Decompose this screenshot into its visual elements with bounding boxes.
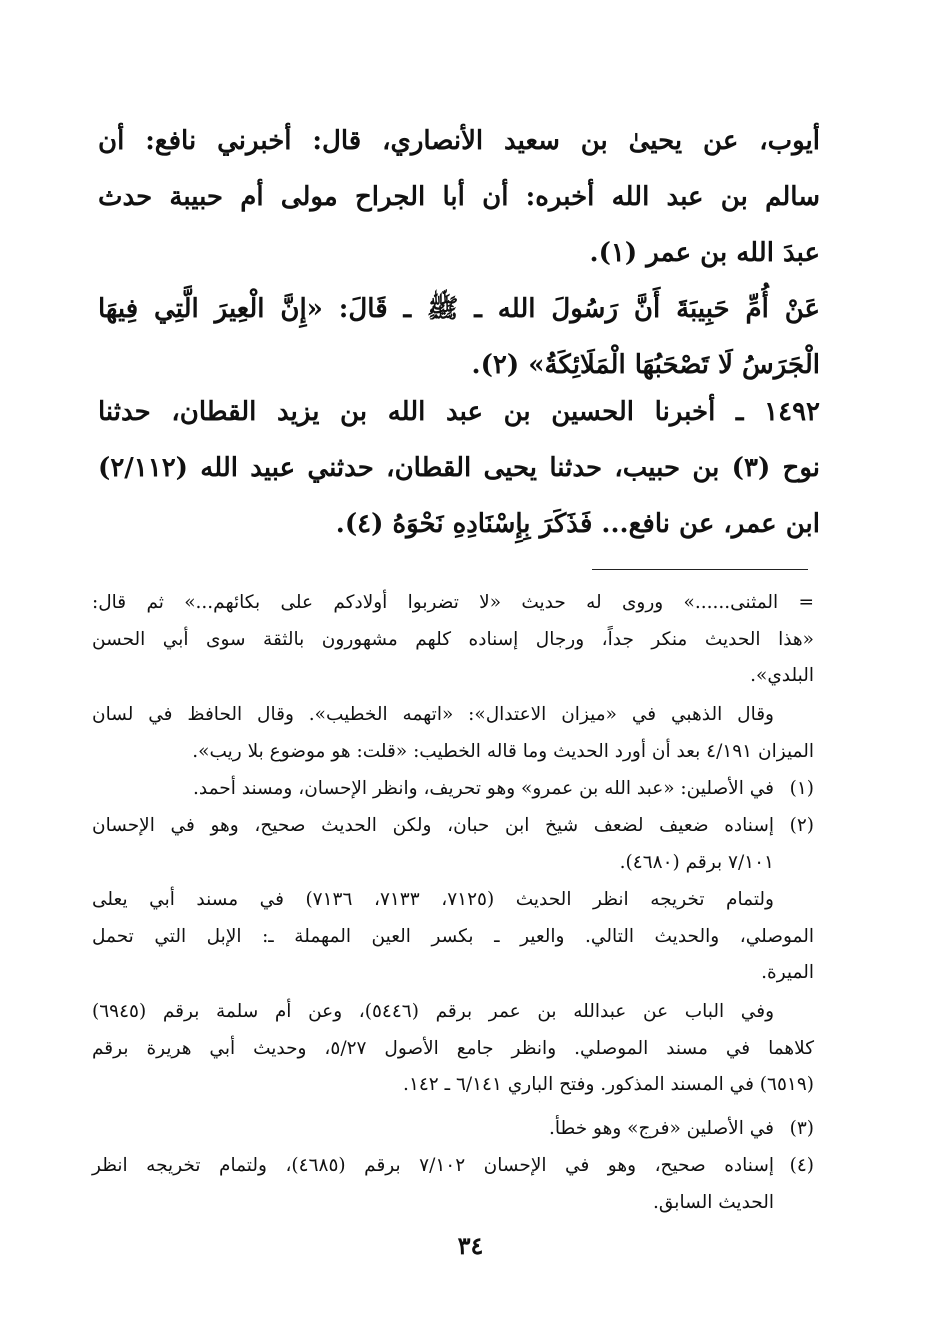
hadith-line: الْجَرَسُ لَا تَصْحَبُهَا الْمَلَائِكَةُ» (٢). xyxy=(471,350,820,380)
footnote-line: الميزان ٤/١٩١ بعد أن أورد الحديث وما قاله الخطيب: «قلت: هو موضوع بلا ريب». xyxy=(192,740,814,762)
footnote-number: (٢) xyxy=(789,815,814,836)
text-line: أيوب، عن يحيىٰ بن سعيد الأنصاري، قال: أخبرني نافع: أن xyxy=(98,126,820,156)
footnote-line: الحديث السابق. xyxy=(653,1191,774,1213)
footnote-line: إسناده صحيح، وهو في الإحسان ٧/١٠٢ برقم (٤٦٨٥)، ولتمام تخريجه انظر xyxy=(92,1155,775,1176)
footnote-2 xyxy=(92,808,814,881)
footnote-line: ٧/١٠١ برقم (٤٦٨٠). xyxy=(619,851,774,873)
text-line: ١٤٩٢ ـ أخبرنا الحسين بن عبد الله بن يزيد القطان، حدثنا xyxy=(98,397,820,427)
footnote-line: = المثنى......» وروى له حديث «لا تضربوا أولادكم على بكائهم...» ثم قال: xyxy=(92,592,814,613)
footnote-continuation xyxy=(92,585,814,695)
text-line: سالم بن عبد الله أخبره: أن أبا الجراح مولى أم حبيبة حدث xyxy=(98,182,820,212)
footnote-paragraph xyxy=(92,697,814,770)
footnote-line: (٦٥١٩) في المسند المذكور. وفتح الباري ٦/١٤١ ـ ١٤٢. xyxy=(403,1074,814,1096)
footnote-line: البلدي». xyxy=(750,665,814,687)
footnote-1 xyxy=(92,771,814,808)
footnote-line: في الأصلين: «عبد الله بن عمرو» وهو تحريف، وانظر الإحسان، ومسند أحمد. xyxy=(192,778,774,799)
footnote-line: الموصلي، والحديث التالي. والعير ـ بكسر العين المهملة ـ: الإبل التي تحمل xyxy=(92,925,814,947)
text-line: ابن عمر، عن نافع... فَذَكَرَ بِإِسْنَادِهِ نَحْوَهُ (٤). xyxy=(335,509,820,539)
text-line: نوح (٣) بن حبيب، حدثنا يحيى القطان، حدثني عبيد الله (٢/١١٢) xyxy=(98,453,821,483)
footnote-line: ولتمام تخريجه انظر الحديث (٧١٢٥، ٧١٣٣، ٧١٣٦) في مسند أبي يعلى xyxy=(92,889,774,910)
footnote-2-continued xyxy=(92,882,814,992)
footnote-number: (١) xyxy=(789,778,814,799)
footnote-separator xyxy=(592,569,808,570)
footnote-number: (٣) xyxy=(789,1118,814,1139)
footnote-3 xyxy=(92,1111,814,1148)
hadith-line: عَنْ أُمِّ حَبِيبَةَ أَنَّ رَسُولَ الله ـ ﷺ ـ قَالَ: «إِنَّ الْعِيرَ الَّتِي فِيهَا xyxy=(98,294,820,324)
main-text-block-2 xyxy=(98,384,820,552)
footnote-line: إسناده ضعيف لضعف شيخ ابن حبان، ولكن الحديث صحيح، وهو في الإحسان xyxy=(92,815,774,836)
footnote-line: الميرة. xyxy=(761,962,814,984)
footnote-line: في الأصلين «فرج» وهو خطأ. xyxy=(549,1118,774,1139)
footnote-line: وقال الذهبي في «ميزان الاعتدال»: «اتهمه الخطيب». وقال الحافظ في لسان xyxy=(92,704,774,725)
footnote-4 xyxy=(92,1148,814,1221)
footnote-number: (٤) xyxy=(789,1155,815,1176)
footnote-line: كلاهما في مسند الموصلي. وانظر جامع الأصول ٥/٢٧، وحديث أبي هريرة برقم xyxy=(92,1037,815,1059)
footnote-line: «هذا الحديث منكر جداً، ورجال إسناده كلهم مشهورون بالثقة سوى أبي الحسن xyxy=(92,628,814,650)
page-number: ٣٤ xyxy=(457,1231,484,1260)
footnote-2-references xyxy=(92,994,814,1104)
text-line: عبدَ الله بن عمر (١). xyxy=(589,238,820,268)
footnote-line: وفي الباب عن عبدالله بن عمر برقم (٥٤٤٦)، وعن أم سلمة برقم (٦٩٤٥) xyxy=(92,1001,774,1022)
hadith-text xyxy=(98,281,820,393)
main-text-block-1 xyxy=(98,113,820,281)
